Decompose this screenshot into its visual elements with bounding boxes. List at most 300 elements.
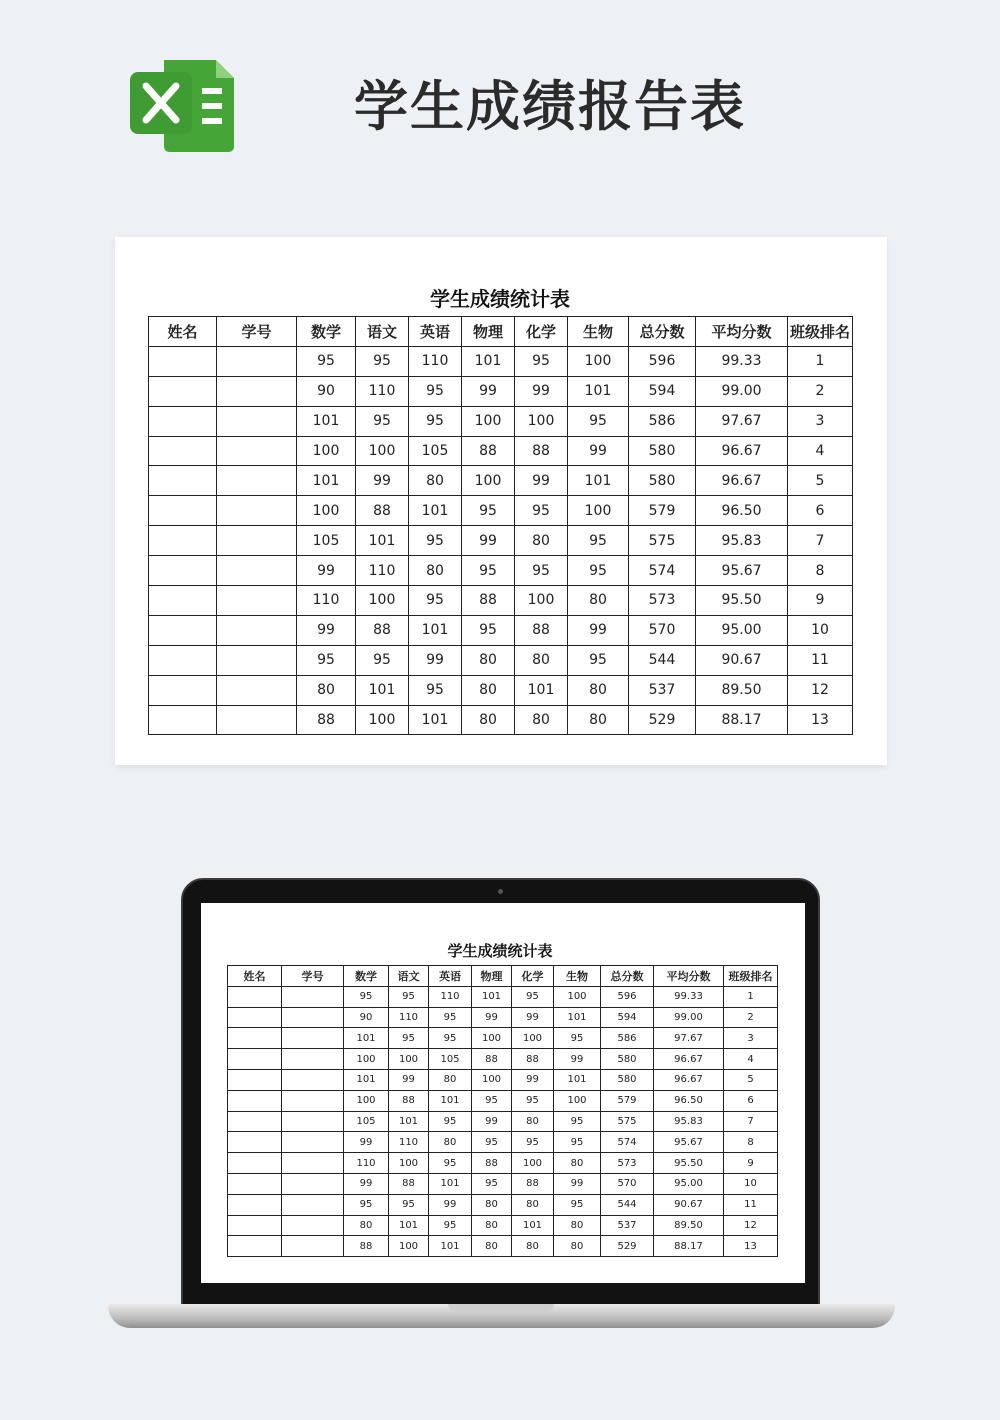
table-cell: 88 — [356, 496, 409, 526]
table-cell: 95 — [462, 615, 515, 645]
table-cell: 100 — [344, 1049, 389, 1070]
table-cell: 99 — [297, 615, 356, 645]
table-cell: 3 — [724, 1028, 778, 1049]
column-header: 生物 — [568, 317, 629, 347]
table-cell: 95.67 — [654, 1132, 724, 1153]
table-cell: 105 — [409, 436, 462, 466]
table-cell: 89.50 — [696, 675, 788, 705]
excel-icon — [130, 58, 234, 154]
table-cell: 2 — [788, 376, 853, 406]
table-cell: 88 — [472, 1153, 512, 1174]
table-row — [149, 496, 853, 526]
table-cell: 544 — [601, 1194, 654, 1215]
table-cell: 95 — [409, 526, 462, 556]
table-row — [149, 615, 853, 645]
table-cell: 95 — [409, 376, 462, 406]
table-cell: 100 — [515, 586, 568, 616]
table-cell: 80 — [568, 705, 629, 735]
table-cell: 586 — [629, 406, 696, 436]
table-cell: 100 — [389, 1236, 429, 1257]
table-cell — [282, 1194, 344, 1215]
table-cell: 96.50 — [654, 1090, 724, 1111]
table-cell: 100 — [389, 1049, 429, 1070]
table-cell: 100 — [554, 986, 601, 1007]
table-cell: 95.00 — [696, 615, 788, 645]
table-cell — [228, 1049, 282, 1070]
table-row — [228, 1132, 778, 1153]
table-cell — [282, 1090, 344, 1111]
table-cell: 80 — [568, 675, 629, 705]
table-cell: 9 — [724, 1153, 778, 1174]
table-cell: 100 — [515, 406, 568, 436]
table-cell: 570 — [601, 1173, 654, 1194]
column-header: 化学 — [512, 966, 554, 987]
column-header: 班级排名 — [724, 966, 778, 987]
table-cell: 1 — [788, 346, 853, 376]
screen-sheet-title: 学生成绩统计表 — [447, 942, 553, 960]
table-cell: 90 — [344, 1007, 389, 1028]
table-cell: 80 — [344, 1215, 389, 1236]
table-cell — [217, 376, 297, 406]
table-cell — [282, 1069, 344, 1090]
column-header: 数学 — [297, 317, 356, 347]
table-row — [149, 586, 853, 616]
table-cell: 101 — [409, 615, 462, 645]
table-cell: 11 — [724, 1194, 778, 1215]
sheet-title: 学生成绩统计表 — [430, 287, 570, 311]
table-cell: 99 — [515, 466, 568, 496]
table-cell: 6 — [788, 496, 853, 526]
table-cell: 101 — [356, 526, 409, 556]
table-cell: 99 — [515, 376, 568, 406]
table-cell: 101 — [297, 466, 356, 496]
grades-table — [148, 316, 853, 735]
table-cell — [228, 986, 282, 1007]
table-cell: 2 — [724, 1007, 778, 1028]
table-cell: 544 — [629, 645, 696, 675]
table-cell: 80 — [472, 1215, 512, 1236]
table-cell — [149, 376, 217, 406]
table-cell: 95 — [568, 645, 629, 675]
table-cell — [217, 615, 297, 645]
table-cell: 100 — [472, 1028, 512, 1049]
table-cell: 97.67 — [654, 1028, 724, 1049]
table-cell: 573 — [629, 586, 696, 616]
table-cell: 100 — [297, 496, 356, 526]
table-cell: 99 — [554, 1173, 601, 1194]
table-cell — [282, 1111, 344, 1132]
table-cell — [282, 1007, 344, 1028]
table-cell — [228, 1111, 282, 1132]
table-cell: 101 — [472, 986, 512, 1007]
table-cell: 90.67 — [654, 1194, 724, 1215]
table-cell: 110 — [389, 1007, 429, 1028]
table-cell — [149, 615, 217, 645]
table-cell: 101 — [344, 1028, 389, 1049]
table-cell: 99 — [472, 1111, 512, 1132]
table-cell: 579 — [601, 1090, 654, 1111]
table-cell: 95 — [568, 526, 629, 556]
table-row — [228, 1236, 778, 1257]
column-header: 化学 — [515, 317, 568, 347]
table-cell: 1 — [724, 986, 778, 1007]
table-cell: 95 — [389, 986, 429, 1007]
table-cell: 596 — [601, 986, 654, 1007]
table-cell — [228, 1215, 282, 1236]
table-cell: 579 — [629, 496, 696, 526]
table-cell — [149, 346, 217, 376]
table-cell: 95 — [429, 1028, 472, 1049]
table-cell: 88 — [462, 586, 515, 616]
table-cell: 5 — [724, 1069, 778, 1090]
table-cell: 88 — [344, 1236, 389, 1257]
table-cell: 101 — [568, 466, 629, 496]
table-cell: 80 — [554, 1236, 601, 1257]
table-cell: 88 — [389, 1090, 429, 1111]
table-cell: 586 — [601, 1028, 654, 1049]
table-cell: 580 — [629, 436, 696, 466]
table-cell: 10 — [724, 1173, 778, 1194]
table-cell: 95.83 — [654, 1111, 724, 1132]
table-cell: 95 — [429, 1153, 472, 1174]
table-cell: 88 — [515, 615, 568, 645]
table-cell: 100 — [344, 1090, 389, 1111]
table-cell: 95.00 — [654, 1173, 724, 1194]
table-cell — [149, 466, 217, 496]
table-row — [149, 645, 853, 675]
table-cell — [149, 406, 217, 436]
table-cell: 9 — [788, 586, 853, 616]
table-cell: 100 — [512, 1153, 554, 1174]
column-header: 姓名 — [149, 317, 217, 347]
table-cell: 90.67 — [696, 645, 788, 675]
table-cell: 100 — [462, 406, 515, 436]
table-cell: 100 — [512, 1028, 554, 1049]
table-cell: 5 — [788, 466, 853, 496]
table-row — [149, 436, 853, 466]
table-cell: 99 — [409, 645, 462, 675]
table-cell — [217, 705, 297, 735]
table-cell — [228, 1069, 282, 1090]
table-cell: 95 — [554, 1028, 601, 1049]
table-cell: 80 — [472, 1194, 512, 1215]
table-cell: 80 — [429, 1069, 472, 1090]
table-cell: 12 — [788, 675, 853, 705]
table-cell: 95 — [472, 1173, 512, 1194]
table-cell — [282, 1153, 344, 1174]
table-cell: 97.67 — [696, 406, 788, 436]
table-cell: 99 — [356, 466, 409, 496]
table-cell: 101 — [356, 675, 409, 705]
table-cell: 95 — [462, 496, 515, 526]
table-cell: 105 — [429, 1049, 472, 1070]
table-cell: 95 — [554, 1111, 601, 1132]
table-cell — [149, 705, 217, 735]
table-cell: 95 — [356, 346, 409, 376]
table-cell: 101 — [568, 376, 629, 406]
table-cell: 95 — [554, 1132, 601, 1153]
table-cell: 99 — [568, 615, 629, 645]
table-cell: 95 — [389, 1194, 429, 1215]
table-cell: 80 — [297, 675, 356, 705]
table-cell: 13 — [724, 1236, 778, 1257]
table-cell: 95 — [297, 645, 356, 675]
table-row — [228, 1090, 778, 1111]
table-cell: 95 — [515, 496, 568, 526]
table-cell: 88.17 — [654, 1236, 724, 1257]
table-row — [149, 526, 853, 556]
table-cell: 99.00 — [696, 376, 788, 406]
table-cell: 105 — [344, 1111, 389, 1132]
table-cell: 4 — [724, 1049, 778, 1070]
laptop-notch — [448, 1304, 554, 1312]
table-cell: 89.50 — [654, 1215, 724, 1236]
table-cell: 88 — [515, 436, 568, 466]
table-cell: 95 — [356, 406, 409, 436]
table-cell: 110 — [356, 376, 409, 406]
table-cell: 13 — [788, 705, 853, 735]
table-cell: 99 — [429, 1194, 472, 1215]
table-cell: 529 — [629, 705, 696, 735]
table-cell: 99 — [389, 1069, 429, 1090]
table-cell: 80 — [409, 466, 462, 496]
table-cell: 95 — [297, 346, 356, 376]
table-cell: 100 — [462, 466, 515, 496]
column-header: 总分数 — [629, 317, 696, 347]
table-cell: 95 — [554, 1194, 601, 1215]
table-cell: 99 — [512, 1069, 554, 1090]
table-cell: 95 — [409, 675, 462, 705]
table-row — [228, 986, 778, 1007]
table-cell: 101 — [429, 1090, 472, 1111]
table-cell: 99 — [462, 526, 515, 556]
table-row — [149, 376, 853, 406]
table-cell: 95 — [515, 556, 568, 586]
column-header: 数学 — [344, 966, 389, 987]
table-cell — [282, 986, 344, 1007]
table-cell: 80 — [554, 1153, 601, 1174]
table-cell — [217, 526, 297, 556]
table-cell: 88 — [462, 436, 515, 466]
table-cell: 95 — [568, 556, 629, 586]
table-cell: 10 — [788, 615, 853, 645]
table-cell — [282, 1028, 344, 1049]
table-cell: 95 — [515, 346, 568, 376]
table-cell: 95 — [512, 1132, 554, 1153]
table-cell: 96.50 — [696, 496, 788, 526]
table-cell: 11 — [788, 645, 853, 675]
table-row — [149, 705, 853, 735]
table-cell: 95.50 — [696, 586, 788, 616]
table-cell — [217, 556, 297, 586]
table-cell: 575 — [629, 526, 696, 556]
table-cell — [228, 1173, 282, 1194]
table-cell — [282, 1132, 344, 1153]
column-header: 生物 — [554, 966, 601, 987]
table-cell: 101 — [297, 406, 356, 436]
table-cell: 95 — [389, 1028, 429, 1049]
table-cell: 570 — [629, 615, 696, 645]
table-cell: 100 — [356, 705, 409, 735]
table-row — [228, 1173, 778, 1194]
table-row — [149, 406, 853, 436]
table-cell: 88 — [512, 1173, 554, 1194]
table-cell: 80 — [512, 1194, 554, 1215]
table-cell: 575 — [601, 1111, 654, 1132]
table-cell: 100 — [389, 1153, 429, 1174]
table-cell: 88 — [356, 615, 409, 645]
column-header: 总分数 — [601, 966, 654, 987]
table-cell: 95 — [568, 406, 629, 436]
table-cell: 95.50 — [654, 1153, 724, 1174]
table-row — [228, 1007, 778, 1028]
table-cell: 95 — [429, 1111, 472, 1132]
table-cell — [228, 1090, 282, 1111]
table-cell: 99 — [462, 376, 515, 406]
table-cell — [149, 436, 217, 466]
table-row — [228, 1111, 778, 1132]
table-cell: 80 — [462, 705, 515, 735]
table-cell — [149, 645, 217, 675]
table-cell: 101 — [389, 1215, 429, 1236]
table-cell: 80 — [515, 645, 568, 675]
table-cell: 80 — [462, 645, 515, 675]
table-cell: 100 — [568, 496, 629, 526]
table-cell: 101 — [462, 346, 515, 376]
table-cell: 7 — [788, 526, 853, 556]
table-cell: 574 — [601, 1132, 654, 1153]
column-header: 语文 — [356, 317, 409, 347]
table-cell: 580 — [601, 1069, 654, 1090]
column-header: 学号 — [217, 317, 297, 347]
table-cell: 100 — [297, 436, 356, 466]
column-header: 语文 — [389, 966, 429, 987]
table-cell: 580 — [601, 1049, 654, 1070]
table-cell: 110 — [409, 346, 462, 376]
table-cell: 3 — [788, 406, 853, 436]
column-header: 姓名 — [228, 966, 282, 987]
table-row — [228, 1028, 778, 1049]
table-row — [228, 1194, 778, 1215]
table-cell: 95.83 — [696, 526, 788, 556]
table-cell: 537 — [629, 675, 696, 705]
table-cell: 101 — [429, 1173, 472, 1194]
table-cell: 99 — [472, 1007, 512, 1028]
table-cell: 80 — [512, 1111, 554, 1132]
table-row — [149, 675, 853, 705]
table-cell: 80 — [515, 526, 568, 556]
table-cell: 110 — [344, 1153, 389, 1174]
table-cell: 574 — [629, 556, 696, 586]
table-cell: 99 — [568, 436, 629, 466]
camera-icon — [498, 889, 503, 894]
table-cell: 101 — [429, 1236, 472, 1257]
column-header: 物理 — [472, 966, 512, 987]
table-row — [228, 1049, 778, 1070]
table-cell: 95 — [462, 556, 515, 586]
table-cell — [282, 1173, 344, 1194]
table-row — [228, 1153, 778, 1174]
table-cell: 80 — [472, 1236, 512, 1257]
table-cell — [282, 1236, 344, 1257]
table-cell: 80 — [512, 1236, 554, 1257]
table-cell: 12 — [724, 1215, 778, 1236]
table-cell — [217, 586, 297, 616]
screen-grades-table — [227, 965, 778, 1257]
table-cell: 88 — [472, 1049, 512, 1070]
table-cell: 110 — [297, 586, 356, 616]
table-cell: 594 — [601, 1007, 654, 1028]
table-row — [228, 1069, 778, 1090]
table-cell: 88 — [297, 705, 356, 735]
column-header: 学号 — [282, 966, 344, 987]
column-header: 平均分数 — [696, 317, 788, 347]
table-cell: 95 — [472, 1132, 512, 1153]
table-cell — [228, 1028, 282, 1049]
table-cell — [217, 346, 297, 376]
column-header: 英语 — [409, 317, 462, 347]
table-cell: 99 — [297, 556, 356, 586]
table-cell: 99.33 — [696, 346, 788, 376]
table-cell: 101 — [554, 1007, 601, 1028]
table-row — [149, 346, 853, 376]
table-cell — [217, 645, 297, 675]
table-cell: 100 — [356, 436, 409, 466]
table-cell: 537 — [601, 1215, 654, 1236]
table-row — [228, 1215, 778, 1236]
table-cell: 99.33 — [654, 986, 724, 1007]
table-cell: 101 — [512, 1215, 554, 1236]
table-cell: 110 — [389, 1132, 429, 1153]
table-cell: 596 — [629, 346, 696, 376]
table-cell: 99 — [344, 1132, 389, 1153]
table-cell: 101 — [515, 675, 568, 705]
table-cell: 96.67 — [654, 1049, 724, 1070]
table-cell — [149, 496, 217, 526]
table-cell: 80 — [462, 675, 515, 705]
table-cell — [282, 1215, 344, 1236]
table-cell: 95 — [512, 1090, 554, 1111]
table-cell — [282, 1049, 344, 1070]
table-cell: 80 — [429, 1132, 472, 1153]
table-cell: 95 — [409, 406, 462, 436]
table-cell: 95 — [409, 586, 462, 616]
table-cell: 95.67 — [696, 556, 788, 586]
table-cell: 110 — [429, 986, 472, 1007]
table-cell: 100 — [472, 1069, 512, 1090]
table-cell — [228, 1236, 282, 1257]
table-header-row — [228, 966, 778, 987]
table-cell: 105 — [297, 526, 356, 556]
table-cell: 573 — [601, 1153, 654, 1174]
table-cell: 99 — [344, 1173, 389, 1194]
table-cell — [217, 436, 297, 466]
table-row — [149, 556, 853, 586]
table-cell: 80 — [568, 586, 629, 616]
column-header: 英语 — [429, 966, 472, 987]
table-cell: 80 — [515, 705, 568, 735]
table-cell: 95 — [344, 1194, 389, 1215]
table-cell: 101 — [344, 1069, 389, 1090]
table-cell: 99 — [512, 1007, 554, 1028]
column-header: 物理 — [462, 317, 515, 347]
table-cell: 99 — [554, 1049, 601, 1070]
table-cell: 99.00 — [654, 1007, 724, 1028]
table-cell — [149, 526, 217, 556]
table-cell — [228, 1007, 282, 1028]
table-cell: 95 — [512, 986, 554, 1007]
table-cell: 8 — [788, 556, 853, 586]
